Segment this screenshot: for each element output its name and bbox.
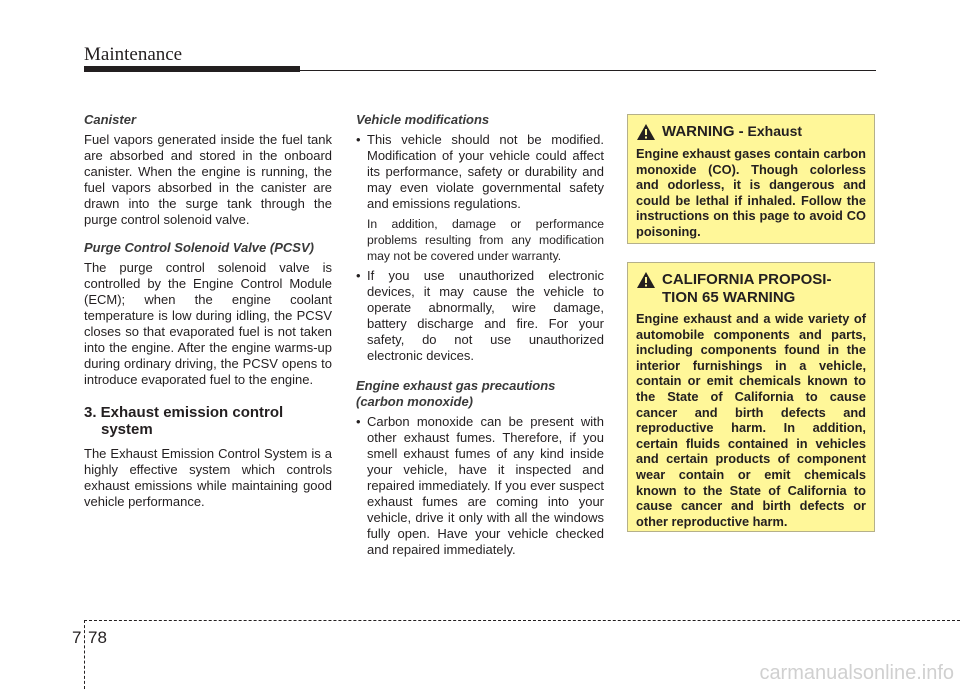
watermark: carmanualsonline.info	[759, 662, 954, 684]
footer-divider	[84, 620, 85, 689]
bullet-glyph: •	[356, 132, 361, 147]
warning-triangle-icon	[636, 123, 656, 141]
prop65-title-line1: CALIFORNIA PROPOSI-	[662, 271, 832, 288]
mods-bullet1: This vehicle should not be modified. Modification of your vehicle could affect its performance, safety or durability and may even violate governmental safety and emissions regulations.	[367, 132, 604, 211]
mods-bullet2: If you use unauthorized electronic devices, it may cause the vehicle to operate abnormally, wire damage, battery discharge and fire. For your safety, do not use unauthorized electronic devices.	[367, 268, 604, 363]
list-item	[356, 268, 604, 364]
section-heading	[84, 404, 332, 438]
footer-rule	[84, 620, 960, 621]
warning-triangle-icon	[636, 271, 656, 289]
page-number: 78	[88, 628, 107, 647]
header-rule	[300, 70, 876, 71]
exhaust-bullet1: Carbon monoxide can be present with other exhaust fumes. Therefore, if you smell exhaust fumes of any kind inside your vehicle, have it inspected and repaired immediately. If you ever suspect exhaust fumes are coming into your vehicle, drive it only with all the windows fully open. Have your vehicle checked and repaired immediately.	[367, 414, 604, 557]
mods-list	[356, 132, 604, 364]
chapter-number: 7	[72, 628, 82, 647]
canister-heading: Canister	[84, 112, 137, 127]
exhaust-heading-line1: Engine exhaust gas precautions	[356, 378, 556, 393]
section-heading-line2: system	[101, 421, 153, 438]
pcsv-text: The purge control solenoid valve is controlled by the Engine Control Module (ECM); when the engine coolant temperature is low during idling, the PCSV closes so that evaporated fuel is not taken into the engine. After the engine warms-up during ordinary driving, the PCSV opens to introduce evaporated fuel to the engine.	[84, 260, 332, 387]
bullet-glyph: •	[356, 414, 361, 429]
exhaust-heading-line2: (carbon monoxide)	[356, 394, 474, 409]
prop65-text: Engine exhaust and a wide variety of automobile components and parts, including components found in the interior furnishings in a vehicle, contain or emit chemicals known to the State of California to cause cancer and birth defects and reproductive harm. In addition, certain fluids contained in vehicles and certain products of component wear contain or emit chemicals known to the State of California to cause cancer and birth defects or other reproductive harm.	[636, 311, 866, 529]
exhaust-heading	[356, 378, 604, 410]
section-heading-line1: 3. Exhaust emission control	[84, 404, 284, 421]
column-middle	[356, 112, 604, 570]
column-left	[84, 112, 332, 522]
warning-title-main: WARNING -	[662, 123, 744, 140]
warning-title	[636, 123, 866, 141]
prop65-title-line2: TION 65 WARNING	[662, 289, 796, 306]
header-bar	[84, 66, 300, 72]
mods-bullet1-extra: In addition, damage or performance problems resulting from any modification may not be covered under warranty.	[367, 217, 604, 263]
prop65-title	[636, 271, 866, 289]
exhaust-list	[356, 414, 604, 558]
warning-box-prop65	[627, 262, 875, 532]
warning-box-exhaust	[627, 114, 875, 244]
bullet-glyph: •	[356, 268, 361, 283]
page-header-title: Maintenance	[84, 44, 183, 65]
pcsv-heading: Purge Control Solenoid Valve (PCSV)	[84, 240, 314, 255]
section-text: The Exhaust Emission Control System is a highly effective system which controls exhaust emissions while maintaining good vehicle performance.	[84, 446, 332, 509]
list-item	[356, 132, 604, 264]
list-item	[356, 414, 604, 558]
warning-text: Engine exhaust gases contain carbon monoxide (CO). Though colorless and odorless, it is dangerous and could be lethal if inhaled. Follow the instructions on this page to avoid CO poisoning.	[636, 146, 866, 239]
warning-title-sub: Exhaust	[743, 123, 803, 139]
prop65-title-row2	[636, 289, 866, 306]
mods-heading: Vehicle modifications	[356, 112, 490, 127]
canister-text: Fuel vapors generated inside the fuel tank are absorbed and stored in the onboard canister. When the engine is running, the fuel vapors absorbed in the canister are drawn into the surge tank through the purge control solenoid valve.	[84, 132, 332, 227]
